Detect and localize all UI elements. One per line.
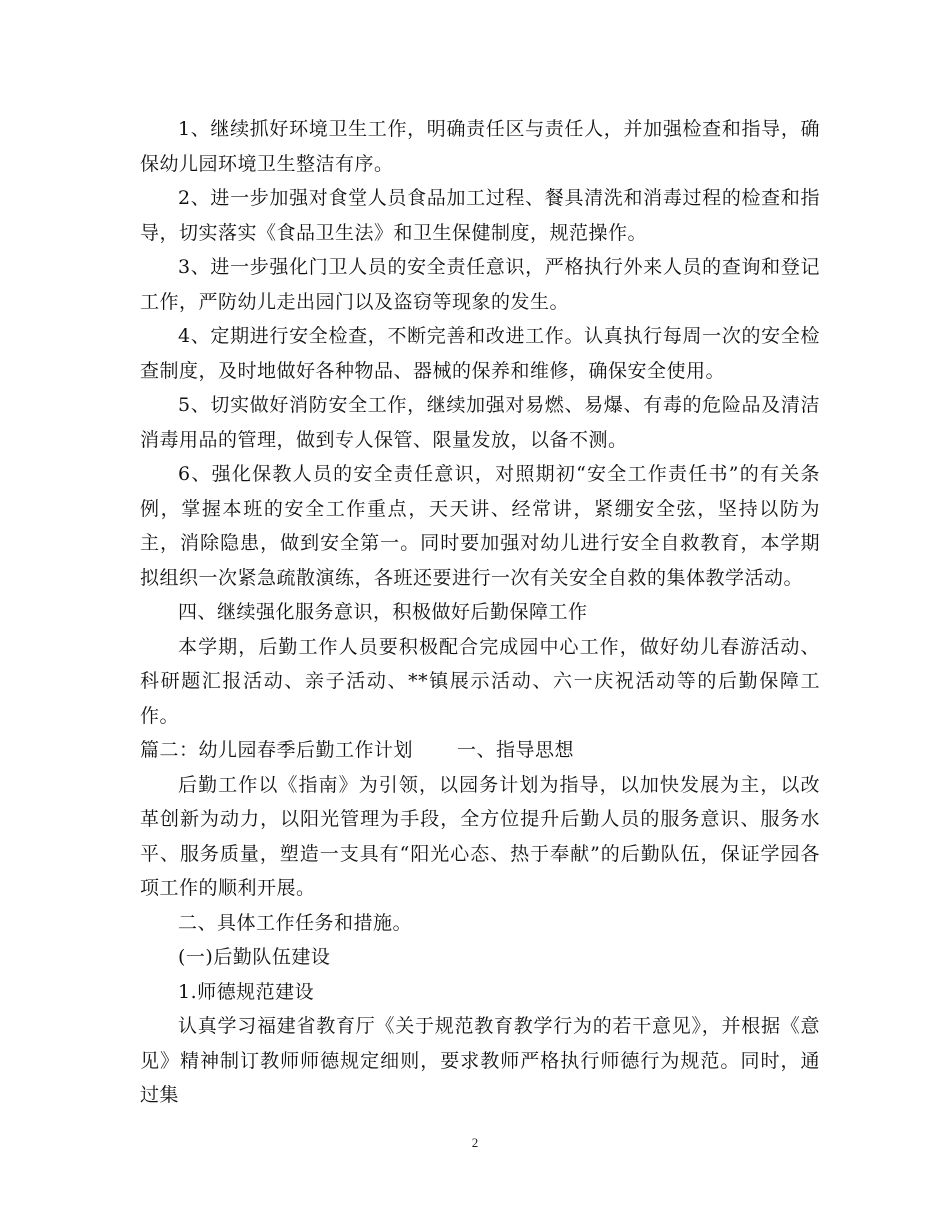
paragraph-item-3: 3、进一步强化门卫人员的安全责任意识，严格执行外来人员的查询和登记工作，严防幼儿走出园门以及盗窃等现象的发生。	[140, 256, 820, 313]
section-title-line	[140, 733, 820, 768]
document-page	[140, 112, 820, 1113]
paragraph-semester: 本学期，后勤工作人员要积极配合完成园中心工作，做好幼儿春游活动、科研题汇报活动、亲子活动、**镇展示活动、六一庆祝活动等的后勤保障工作。	[140, 635, 820, 727]
paragraph-ethics: 认真学习福建省教育厅《关于规范教育教学行为的若干意见》，并根据《意见》精神制订教师师德规定细则，要求教师严格执行师德行为规范。同时，通过集	[140, 1015, 820, 1106]
page-number: 2	[471, 1135, 479, 1150]
paragraph-item-1: 1、继续抓好环境卫生工作，明确责任区与责任人，并加强检查和指导，确保幼儿园环境卫生整洁有序。	[140, 118, 820, 175]
subheading-ethics: 1.师德规范建设	[178, 980, 315, 1003]
section-subtitle: 一、指导思想	[457, 739, 575, 761]
subheading-team-building: (一)后勤队伍建设	[178, 946, 331, 968]
paragraph-guiding-ideology: 后勤工作以《指南》为引领，以园务计划为指导，以加快发展为主，以改革创新为动力，以阳光管理为手段，全方位提升后勤人员的服务意识、服务水平、服务质量，塑造一支具有“阳光心态、热于奉献”的后勤队伍，保证学园各项工作的顺利开展。	[140, 773, 820, 899]
section-heading-four: 四、继续强化服务意识，积极做好后勤保障工作	[178, 601, 588, 623]
paragraph-item-6: 6、强化保教人员的安全责任意识，对照期初“安全工作责任书”的有关条例，掌握本班的安全工作重点，天天讲、经常讲，紧绷安全弦，坚持以防为主，消除隐患，做到安全第一。同时要加强对幼儿进行安全自救教育，本学期拟组织一次紧急疏散演练，各班还要进行一次有关安全自救的集体教学活动。	[140, 463, 820, 589]
section-title: 篇二：幼儿园春季后勤工作计划	[140, 739, 414, 761]
paragraph-item-4: 4、定期进行安全检查，不断完善和改进工作。认真执行每周一次的安全检查制度，及时地做好各种物品、器械的保养和维修，确保安全使用。	[140, 325, 820, 382]
paragraph-item-5: 5、切实做好消防安全工作，继续加强对易燃、易爆、有毒的危险品及清洁消毒用品的管理，做到专人保管、限量发放，以备不测。	[140, 394, 820, 451]
section-heading-two: 二、具体工作任务和措施。	[178, 911, 413, 934]
paragraph-item-2: 2、进一步加强对食堂人员食品加工过程、餐具清洗和消毒过程的检查和指导，切实落实《食品卫生法》和卫生保健制度，规范操作。	[140, 187, 820, 244]
